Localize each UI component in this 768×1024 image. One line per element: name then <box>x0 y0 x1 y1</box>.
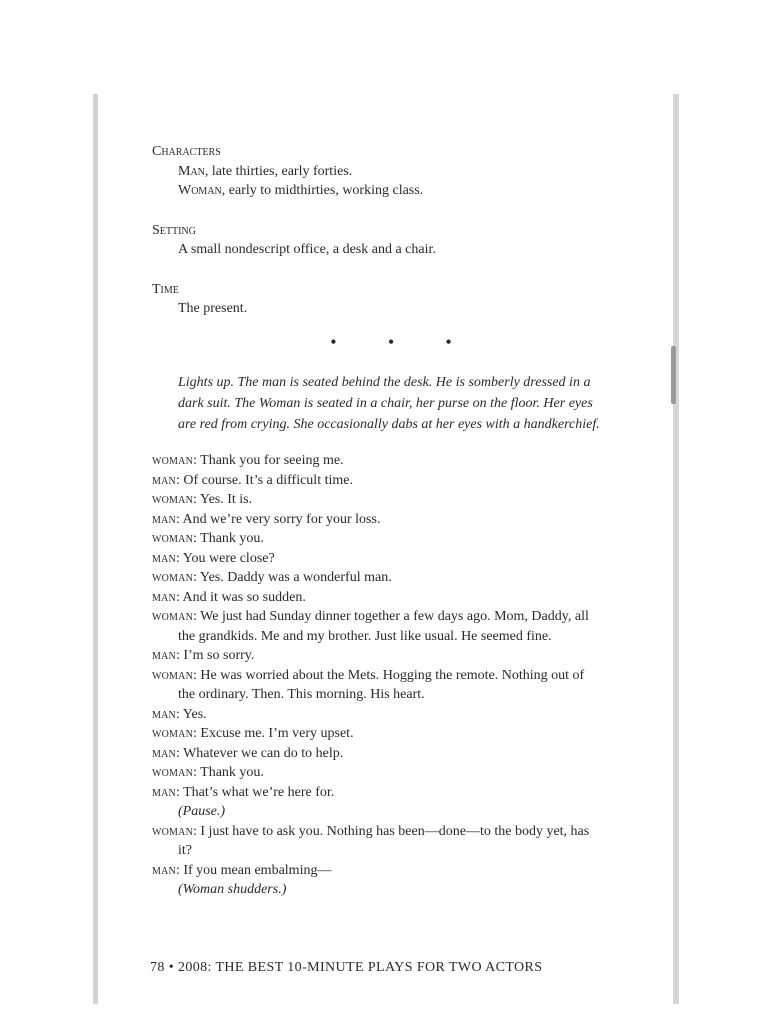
dialogue-text: : If you mean embalming— <box>175 862 332 878</box>
page-number: 78 <box>150 960 165 975</box>
speaker: man <box>152 550 176 566</box>
time-text: The present. <box>178 301 248 316</box>
character-name: Woman <box>178 183 222 198</box>
page-footer <box>150 960 543 976</box>
dialogue-line <box>152 724 602 744</box>
speaker: man <box>152 589 176 605</box>
dialogue-line <box>152 471 602 491</box>
speaker: man <box>152 784 176 800</box>
speaker: man <box>152 472 176 488</box>
speaker: man <box>152 862 176 878</box>
dialogue-line <box>152 822 602 861</box>
dialogue-line <box>152 861 602 881</box>
dialogue-text: : Excuse me. I’m very upset. <box>193 726 354 741</box>
speaker: woman <box>152 492 193 507</box>
speaker: woman <box>152 726 193 741</box>
dialogue-text: : You were close? <box>175 550 275 566</box>
speaker: man <box>152 648 176 663</box>
dialogue-text: : That’s what we’re here for. <box>175 784 335 800</box>
speaker: man <box>152 706 176 722</box>
speaker: woman <box>152 531 193 546</box>
speaker: woman <box>152 667 193 683</box>
character-desc: , late thirties, early forties. <box>204 163 353 179</box>
dialogue-text: : We just had Sunday dinner together a few days ago. Mom, Daddy, all the grandkids. Me and my brother. Just like usual. He seemed fine. <box>178 609 589 644</box>
dialogue-line <box>152 783 602 803</box>
time-heading: Time <box>152 281 179 297</box>
speaker: man <box>152 511 176 527</box>
character-man <box>152 162 602 182</box>
dialogue-text: : Whatever we can do to help. <box>175 745 344 761</box>
stage-direction: Lights up. The man is seated behind the desk. He is somberly dressed in a dark suit. The Woman is seated in a chair, her purse on the floor. Her eyes are red from crying. She occasionally dabs at her eyes with a handkerchief. <box>178 375 600 432</box>
dialogue-line <box>152 529 602 549</box>
page-edge-right <box>673 94 679 1004</box>
dialogue-text: : I’m so sorry. <box>175 648 255 663</box>
book-title: 2008: THE BEST 10-MINUTE PLAYS FOR TWO ACTORS <box>177 960 543 975</box>
dialogue-line <box>152 744 602 764</box>
footer-bullet: • <box>168 960 175 975</box>
dialogue-text: : Thank you for seeing me. <box>193 453 344 468</box>
setting-text: A small nondescript office, a desk and a chair. <box>178 242 436 257</box>
dialogue-text: : Of course. It’s a difficult time. <box>175 472 353 488</box>
dialogue-line <box>152 490 602 510</box>
dialogue-text: : Thank you. <box>193 765 264 780</box>
dialogue-line <box>152 588 602 608</box>
stage-direction-shudder: (Woman shudders.) <box>178 882 287 897</box>
dialogue-line <box>152 607 602 646</box>
dialogue-text: : Yes. It is. <box>193 492 253 507</box>
dialogue-text: : He was worried about the Mets. Hogging the remote. Nothing out of the ordinary. Then. This morning. His heart. <box>178 667 585 702</box>
character-name: Man <box>178 163 205 179</box>
speaker: woman <box>152 453 193 468</box>
dialogue-line <box>152 510 602 530</box>
document-page <box>152 142 602 900</box>
character-desc: , early to midthirties, working class. <box>221 183 424 198</box>
dialogue-text: : Yes. Daddy was a wonderful man. <box>193 570 392 585</box>
dialogue-text: : And it was so sudden. <box>175 589 306 605</box>
characters-heading: Characters <box>152 144 221 159</box>
speaker: woman <box>152 823 193 839</box>
character-woman <box>152 181 602 201</box>
dialogue-line <box>152 549 602 569</box>
stage-direction-pause: (Pause.) <box>178 804 226 819</box>
dialogue-line <box>152 568 602 588</box>
dialogue-line <box>152 451 602 471</box>
dialogue-line <box>152 763 602 783</box>
dialogue-text: : Thank you. <box>193 531 264 546</box>
dialogue-text: : And we’re very sorry for your loss. <box>175 511 381 527</box>
speaker: man <box>152 745 176 761</box>
scrollbar-thumb[interactable] <box>671 346 676 404</box>
dialogue-line <box>152 666 602 705</box>
page-edge-left <box>93 94 98 1004</box>
dialogue-line <box>152 705 602 725</box>
scene-separator: • • • <box>330 333 476 351</box>
dialogue-text: : I just have to ask you. Nothing has been—done—to the body yet, has it? <box>178 823 590 858</box>
speaker: woman <box>152 570 193 585</box>
speaker: woman <box>152 765 193 780</box>
dialogue-block <box>152 451 602 900</box>
dialogue-line <box>152 646 602 666</box>
dialogue-text: : Yes. <box>175 706 207 722</box>
setting-heading: Setting <box>152 222 196 238</box>
speaker: woman <box>152 609 193 624</box>
